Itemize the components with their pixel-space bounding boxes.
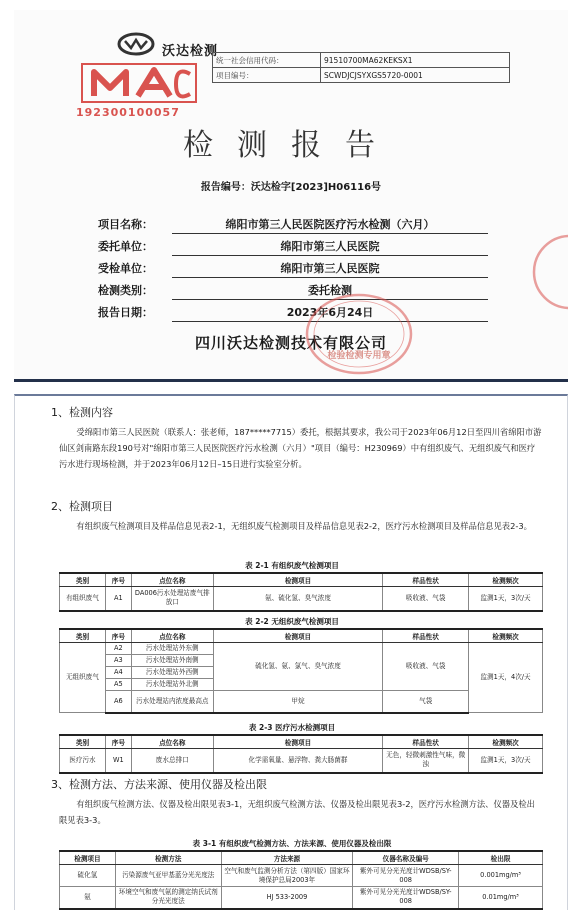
cell: 氨、硫化氢、臭气浓度 xyxy=(213,587,383,611)
col-header: 检出限 xyxy=(459,851,543,865)
cell: 医疗污水 xyxy=(60,749,106,773)
cert-value: 91510700MA62KEKSX1 xyxy=(321,53,510,68)
table-3-1-caption: 表 3-1 有组织废气检测方法、方法来源、使用仪器及检出限 xyxy=(192,839,392,848)
table-header-row xyxy=(60,573,543,587)
col-header: 检测频次 xyxy=(469,735,543,749)
col-header: 序号 xyxy=(105,735,131,749)
table-2-3 xyxy=(59,734,543,774)
cell: 监测1天，3次/天 xyxy=(469,749,543,773)
cell: 硫化氢 xyxy=(60,865,116,887)
table-header-row xyxy=(60,735,543,749)
report-number: 报告编号：沃达检字[2023]H06116号 xyxy=(200,182,382,193)
report-title: 检测报告 xyxy=(183,128,399,163)
col-header: 样品性状 xyxy=(383,629,469,643)
table-2-3-caption: 表 2-3 医疗污水检测项目 xyxy=(248,723,336,732)
client-row xyxy=(98,238,488,256)
field-value: 绵阳市第三人民医院医疗污水检测（六月） xyxy=(172,216,488,234)
col-header: 检测项目 xyxy=(213,573,383,587)
col-header: 检测项目 xyxy=(60,851,116,865)
cell: 气袋 xyxy=(383,691,469,713)
col-header: 检测频次 xyxy=(469,629,543,643)
col-header: 仪器名称及编号 xyxy=(353,851,459,865)
cell: 氨 xyxy=(60,887,116,909)
page-edge-seal-icon xyxy=(530,232,568,312)
cell: 污染源废气亚甲基蓝分光光度法 xyxy=(115,865,221,887)
issuing-company: 四川沃达检测技术有限公司 xyxy=(194,334,387,352)
seal-text: 检验检测专用章 xyxy=(327,351,391,361)
table-2-1 xyxy=(59,572,543,612)
cell: 甲烷 xyxy=(213,691,383,713)
cell: A4 xyxy=(105,667,131,679)
cert-value: SCWDJCJSYXGS5720-0001 xyxy=(321,68,510,83)
section-1-text: 受绵阳市第三人民医院（联系人：张老师，187*****7715）委托，根据其要求，我公司于2023年06月12日至四川省绵阳市游仙区剑南路东段190号对"绵阳市第三人民医院医疗污水检测（六月）"项目（编号：H230969）中有组织废气、无组织废气和医疗污水进行现场检测，并于2023年06月12日–15日进行实验室分析。 xyxy=(59,427,542,469)
cell: 监测1天，4次/天 xyxy=(469,643,543,713)
cert-label: 统一社会信用代码： xyxy=(213,53,321,68)
section-3-text: 有组织废气检测方法、仪器及检出限见表3-1，无组织废气检测方法、仪器及检出限见表3-2，医疗污水检测方法、仪器及检出限见表3-3。 xyxy=(59,799,535,825)
col-header: 检测方法 xyxy=(115,851,221,865)
table-2-2-caption: 表 2-2 无组织废气检测项目 xyxy=(245,617,339,626)
cell: 吸收液、气袋 xyxy=(383,643,469,691)
field-label: 检测类别： xyxy=(98,284,153,297)
official-seal-icon xyxy=(304,292,414,376)
cell: 污水处理站外西侧 xyxy=(131,667,213,679)
cell: A2 xyxy=(105,643,131,655)
cell: 污水处理站外东侧 xyxy=(131,643,213,655)
col-header: 检测项目 xyxy=(213,629,383,643)
table-row xyxy=(60,587,543,611)
report-date-row xyxy=(98,304,488,322)
cell: 硫化氢、氨、氯气、臭气浓度 xyxy=(213,643,383,691)
cert-row xyxy=(213,53,510,68)
cell: 无组织废气 xyxy=(60,643,106,713)
field-label: 受检单位： xyxy=(98,262,153,275)
cell: 污水处理站外南侧 xyxy=(131,655,213,667)
col-header: 类别 xyxy=(60,629,106,643)
cert-info-table xyxy=(212,52,510,83)
content-page xyxy=(14,394,568,910)
col-header: 点位名称 xyxy=(131,573,213,587)
cell: 环境空气和废气氨的测定纳氏试剂分光光度法 xyxy=(115,887,221,909)
col-header: 样品性状 xyxy=(383,735,469,749)
col-header: 类别 xyxy=(60,735,106,749)
cma-number: 192300100057 xyxy=(76,106,180,119)
cell: A1 xyxy=(105,587,131,611)
cell: 监测1天，3次/天 xyxy=(469,587,543,611)
table-row xyxy=(60,865,543,887)
project-name-row xyxy=(98,216,488,234)
col-header: 检测频次 xyxy=(469,573,543,587)
col-header: 检测项目 xyxy=(213,735,383,749)
cell: A3 xyxy=(105,655,131,667)
test-category-row xyxy=(98,282,488,300)
section-3-title: 3、检测方法、方法来源、使用仪器及检出限 xyxy=(51,778,267,791)
col-header: 样品性状 xyxy=(383,573,469,587)
col-header: 类别 xyxy=(60,573,106,587)
cert-row xyxy=(213,68,510,83)
cell: DA006污水处理站废气排放口 xyxy=(131,587,213,611)
cert-label: 项目编号： xyxy=(213,68,321,83)
table-2-2 xyxy=(59,628,543,714)
cell: 紫外可见分光光度计WDSB/SY-008 xyxy=(353,865,459,887)
table-2-1-caption: 表 2-1 有组织废气检测项目 xyxy=(245,561,339,570)
field-label: 项目名称： xyxy=(98,218,153,231)
cell: 有组织废气 xyxy=(60,587,106,611)
field-value: 绵阳市第三人民医院 xyxy=(172,260,488,278)
cell: 0.001mg/m³ xyxy=(459,865,543,887)
cell: 污水处理站内浓度最高点 xyxy=(131,691,213,713)
cell: 0.01mg/m³ xyxy=(459,887,543,909)
cell: 污水处理站外北侧 xyxy=(131,679,213,691)
cell: 无色，轻微刺激性气味，微浊 xyxy=(383,749,469,773)
col-header: 方法来源 xyxy=(221,851,353,865)
field-value: 委托检测 xyxy=(172,282,488,300)
col-header: 序号 xyxy=(105,573,131,587)
table-3-1 xyxy=(59,850,543,910)
field-label: 报告日期： xyxy=(98,306,153,319)
field-value: 2023年6月24日 xyxy=(172,304,488,322)
cell: 废水总排口 xyxy=(131,749,213,773)
cell: 紫外可见分光光度计WDSB/SY-008 xyxy=(353,887,459,909)
section-2-text: 有组织废气检测项目及样品信息见表2-1，无组织废气检测项目及样品信息见表2-2，医疗污水检测项目及样品信息见表2-3。 xyxy=(76,521,532,531)
cell: 化学需氧量、悬浮物、粪大肠菌群 xyxy=(213,749,383,773)
company-logo-icon xyxy=(116,32,156,56)
cell: HJ 533-2009 xyxy=(221,887,353,909)
table-header-row xyxy=(60,629,543,643)
table-row xyxy=(60,749,543,773)
col-header: 点位名称 xyxy=(131,735,213,749)
col-header: 点位名称 xyxy=(131,629,213,643)
field-value: 绵阳市第三人民医院 xyxy=(172,238,488,256)
table-row xyxy=(60,887,543,909)
cma-mark-icon xyxy=(80,62,198,104)
cell: 空气和废气监测分析方法（第四版）国家环境保护总局2003年 xyxy=(221,865,353,887)
cell: W1 xyxy=(105,749,131,773)
table-header-row xyxy=(60,851,543,865)
section-1-title: 1、检测内容 xyxy=(51,406,113,419)
inspected-unit-row xyxy=(98,260,488,278)
brand-name: 沃达检测 xyxy=(162,44,219,59)
col-header: 序号 xyxy=(105,629,131,643)
field-label: 委托单位： xyxy=(98,240,153,253)
cell: A6 xyxy=(105,691,131,713)
cell: 吸收液、气袋 xyxy=(383,587,469,611)
section-2-title: 2、检测项目 xyxy=(51,500,113,513)
table-row xyxy=(60,643,543,655)
cell: A5 xyxy=(105,679,131,691)
cover-page xyxy=(14,10,568,382)
